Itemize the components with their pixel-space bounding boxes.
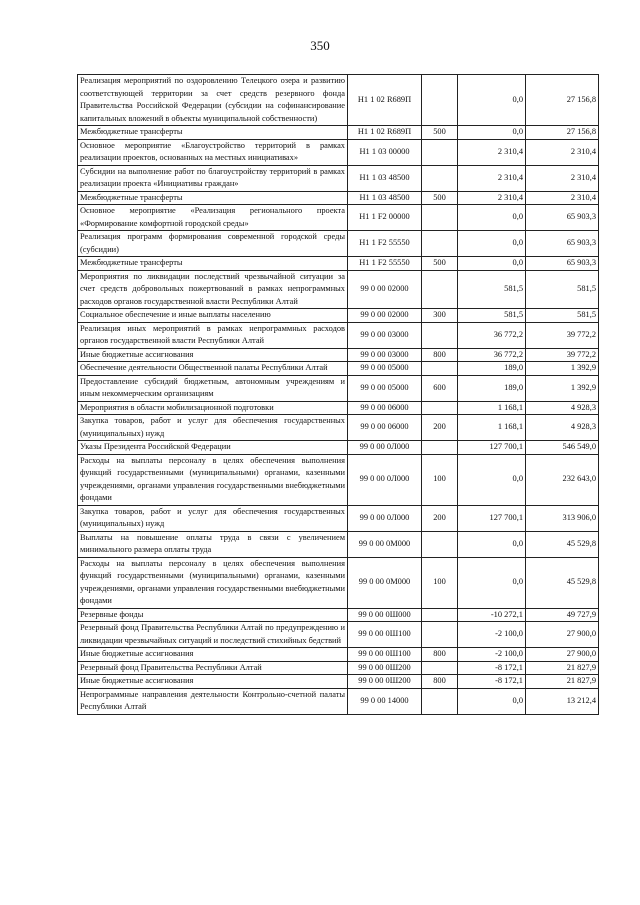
row-code-cell: Н1 1 03 00000	[348, 139, 422, 165]
row-name-cell: Указы Президента Российской Федерации	[78, 441, 348, 455]
row-amount-2-cell: 21 827,9	[526, 661, 599, 675]
row-name-cell: Мероприятия по ликвидации последствий чрезвычайной ситуации за счет средств добровольных пожертвований в рамках непрограммных расходов органов государственной власти Республики Алтай	[78, 270, 348, 309]
row-name-cell: Основное мероприятие «Реализация регионального проекта «Формирование комфортной городской среды»	[78, 205, 348, 231]
row-amount-1-cell: 0,0	[458, 531, 526, 557]
row-code-cell: Н1 1 03 48500	[348, 191, 422, 205]
row-name-cell: Закупка товаров, работ и услуг для обеспечения государственных (муниципальных) нужд	[78, 415, 348, 441]
table-row	[78, 139, 599, 165]
table-row	[78, 362, 599, 376]
table-row	[78, 688, 599, 714]
row-expense-type-cell: 800	[422, 648, 458, 662]
row-name-cell: Реализация иных мероприятий в рамках непрограммных расходов органов государственной власти Республики Алтай	[78, 322, 348, 348]
row-amount-2-cell: 232 643,0	[526, 454, 599, 505]
row-amount-2-cell: 21 827,9	[526, 675, 599, 689]
row-amount-1-cell: 581,5	[458, 270, 526, 309]
row-expense-type-cell: 500	[422, 126, 458, 140]
table-row	[78, 608, 599, 622]
row-expense-type-cell: 800	[422, 348, 458, 362]
row-code-cell: Н1 1 03 48500	[348, 165, 422, 191]
row-expense-type-cell: 600	[422, 375, 458, 401]
row-name-cell: Резервные фонды	[78, 608, 348, 622]
row-code-cell: 99 0 00 03000	[348, 322, 422, 348]
row-code-cell: Н1 1 02 R689П	[348, 126, 422, 140]
row-amount-2-cell: 65 903,3	[526, 231, 599, 257]
row-amount-2-cell: 27 156,8	[526, 126, 599, 140]
table-row	[78, 415, 599, 441]
row-amount-1-cell: 0,0	[458, 688, 526, 714]
row-amount-2-cell: 13 212,4	[526, 688, 599, 714]
row-code-cell: 99 0 00 0Л000	[348, 454, 422, 505]
row-amount-2-cell: 27 156,8	[526, 75, 599, 126]
row-amount-1-cell: 0,0	[458, 205, 526, 231]
table-row	[78, 531, 599, 557]
row-amount-2-cell: 581,5	[526, 309, 599, 323]
row-amount-2-cell: 2 310,4	[526, 165, 599, 191]
table-row	[78, 622, 599, 648]
row-amount-2-cell: 546 549,0	[526, 441, 599, 455]
row-code-cell: Н1 1 F2 55550	[348, 257, 422, 271]
row-amount-1-cell: 0,0	[458, 557, 526, 608]
row-name-cell: Межбюджетные трансферты	[78, 191, 348, 205]
row-amount-1-cell: -10 272,1	[458, 608, 526, 622]
row-name-cell: Предоставление субсидий бюджетным, автономным учреждениям и иным некоммерческим организациям	[78, 375, 348, 401]
row-name-cell: Межбюджетные трансферты	[78, 126, 348, 140]
row-code-cell: 99 0 00 14000	[348, 688, 422, 714]
row-expense-type-cell	[422, 531, 458, 557]
row-code-cell: Н1 1 02 R689П	[348, 75, 422, 126]
row-expense-type-cell: 500	[422, 191, 458, 205]
row-name-cell: Реализация программ формирования современной городской среды (субсидии)	[78, 231, 348, 257]
row-code-cell: 99 0 00 0М000	[348, 557, 422, 608]
row-amount-1-cell: 36 772,2	[458, 322, 526, 348]
row-code-cell: 99 0 00 0Ш000	[348, 608, 422, 622]
row-code-cell: 99 0 00 0Ш100	[348, 622, 422, 648]
row-name-cell: Резервный фонд Правительства Республики Алтай по предупреждению и ликвидации чрезвычайных ситуаций и последствий стихийных бедствий	[78, 622, 348, 648]
row-code-cell: Н1 1 F2 00000	[348, 205, 422, 231]
budget-table	[77, 74, 599, 715]
table-row	[78, 257, 599, 271]
row-expense-type-cell	[422, 688, 458, 714]
table-row	[78, 231, 599, 257]
row-amount-2-cell: 2 310,4	[526, 191, 599, 205]
budget-table-body	[78, 75, 599, 715]
row-expense-type-cell	[422, 75, 458, 126]
row-amount-2-cell: 65 903,3	[526, 205, 599, 231]
row-amount-2-cell: 45 529,8	[526, 557, 599, 608]
row-expense-type-cell	[422, 165, 458, 191]
row-expense-type-cell	[422, 441, 458, 455]
row-code-cell: Н1 1 F2 55550	[348, 231, 422, 257]
row-amount-2-cell: 1 392,9	[526, 375, 599, 401]
table-row	[78, 505, 599, 531]
table-row	[78, 375, 599, 401]
table-row	[78, 270, 599, 309]
table-row	[78, 75, 599, 126]
row-code-cell: 99 0 00 0Ш200	[348, 675, 422, 689]
row-amount-1-cell: -2 100,0	[458, 648, 526, 662]
row-expense-type-cell	[422, 139, 458, 165]
row-amount-1-cell: -2 100,0	[458, 622, 526, 648]
table-row	[78, 441, 599, 455]
row-amount-1-cell: 189,0	[458, 375, 526, 401]
row-name-cell: Основное мероприятие «Благоустройство территорий в рамках реализации проектов, основанных на местных инициативах»	[78, 139, 348, 165]
row-amount-1-cell: 2 310,4	[458, 191, 526, 205]
row-expense-type-cell	[422, 661, 458, 675]
row-amount-1-cell: 189,0	[458, 362, 526, 376]
row-amount-1-cell: -8 172,1	[458, 661, 526, 675]
row-code-cell: 99 0 00 03000	[348, 348, 422, 362]
row-code-cell: 99 0 00 06000	[348, 415, 422, 441]
row-amount-2-cell: 39 772,2	[526, 348, 599, 362]
row-code-cell: 99 0 00 02000	[348, 270, 422, 309]
row-code-cell: 99 0 00 05000	[348, 362, 422, 376]
row-amount-2-cell: 4 928,3	[526, 401, 599, 415]
row-code-cell: 99 0 00 0Ш100	[348, 648, 422, 662]
row-expense-type-cell: 800	[422, 675, 458, 689]
row-expense-type-cell	[422, 231, 458, 257]
row-amount-1-cell: 127 700,1	[458, 441, 526, 455]
row-name-cell: Мероприятия в области мобилизационной подготовки	[78, 401, 348, 415]
row-expense-type-cell: 300	[422, 309, 458, 323]
row-name-cell: Обеспечение деятельности Общественной палаты Республики Алтай	[78, 362, 348, 376]
row-name-cell: Иные бюджетные ассигнования	[78, 648, 348, 662]
row-amount-2-cell: 581,5	[526, 270, 599, 309]
row-code-cell: 99 0 00 02000	[348, 309, 422, 323]
row-amount-2-cell: 2 310,4	[526, 139, 599, 165]
row-amount-2-cell: 65 903,3	[526, 257, 599, 271]
row-amount-2-cell: 1 392,9	[526, 362, 599, 376]
table-row	[78, 401, 599, 415]
row-name-cell: Субсидии на выполнение работ по благоустройству территорий в рамках реализации проекта «Инициативы граждан»	[78, 165, 348, 191]
row-amount-1-cell: 0,0	[458, 231, 526, 257]
row-name-cell: Иные бюджетные ассигнования	[78, 348, 348, 362]
row-name-cell: Расходы на выплаты персоналу в целях обеспечения выполнения функций государственными (муниципальными) органами, казенными учреждениями, органами управления государственными внебюджетными фондами	[78, 557, 348, 608]
row-name-cell: Выплаты на повышение оплаты труда в связи с увеличением минимального размера оплаты труда	[78, 531, 348, 557]
row-code-cell: 99 0 00 0Л000	[348, 441, 422, 455]
table-row	[78, 191, 599, 205]
table-row	[78, 557, 599, 608]
row-amount-1-cell: 581,5	[458, 309, 526, 323]
row-expense-type-cell	[422, 622, 458, 648]
table-row	[78, 205, 599, 231]
table-row	[78, 348, 599, 362]
row-amount-1-cell: 2 310,4	[458, 165, 526, 191]
row-name-cell: Закупка товаров, работ и услуг для обеспечения государственных (муниципальных) нужд	[78, 505, 348, 531]
row-expense-type-cell: 200	[422, 415, 458, 441]
row-amount-2-cell: 27 900,0	[526, 648, 599, 662]
row-name-cell: Расходы на выплаты персоналу в целях обеспечения выполнения функций государственными (муниципальными) органами, казенными учреждениями, органами управления государственными внебюджетными фондами	[78, 454, 348, 505]
row-amount-1-cell: 0,0	[458, 126, 526, 140]
row-name-cell: Иные бюджетные ассигнования	[78, 675, 348, 689]
row-expense-type-cell: 500	[422, 257, 458, 271]
row-expense-type-cell: 100	[422, 454, 458, 505]
row-amount-2-cell: 49 727,9	[526, 608, 599, 622]
row-amount-1-cell: 0,0	[458, 75, 526, 126]
row-amount-2-cell: 27 900,0	[526, 622, 599, 648]
row-name-cell: Непрограммные направления деятельности Контрольно-счетной палаты Республики Алтай	[78, 688, 348, 714]
row-amount-2-cell: 45 529,8	[526, 531, 599, 557]
row-name-cell: Резервный фонд Правительства Республики Алтай	[78, 661, 348, 675]
row-amount-1-cell: -8 172,1	[458, 675, 526, 689]
row-name-cell: Социальное обеспечение и иные выплаты населению	[78, 309, 348, 323]
page-number: 350	[310, 38, 330, 53]
row-expense-type-cell	[422, 322, 458, 348]
row-name-cell: Реализация мероприятий по оздоровлению Телецкого озера и развитию соответствующей территории за счет средств резервного фонда Правительства Российской Федерации (субсидии на софинансирование капитальных вложений в объекты муниципальной собственности)	[78, 75, 348, 126]
table-row	[78, 126, 599, 140]
table-row	[78, 454, 599, 505]
row-code-cell: 99 0 00 0М000	[348, 531, 422, 557]
table-row	[78, 165, 599, 191]
table-row	[78, 648, 599, 662]
table-row	[78, 661, 599, 675]
row-amount-1-cell: 36 772,2	[458, 348, 526, 362]
row-expense-type-cell: 100	[422, 557, 458, 608]
row-name-cell: Межбюджетные трансферты	[78, 257, 348, 271]
row-amount-1-cell: 0,0	[458, 454, 526, 505]
row-code-cell: 99 0 00 0Л000	[348, 505, 422, 531]
row-amount-1-cell: 2 310,4	[458, 139, 526, 165]
row-expense-type-cell	[422, 205, 458, 231]
row-expense-type-cell	[422, 362, 458, 376]
row-expense-type-cell	[422, 270, 458, 309]
table-row	[78, 675, 599, 689]
row-amount-1-cell: 0,0	[458, 257, 526, 271]
row-amount-2-cell: 39 772,2	[526, 322, 599, 348]
row-code-cell: 99 0 00 06000	[348, 401, 422, 415]
row-expense-type-cell	[422, 401, 458, 415]
row-amount-1-cell: 127 700,1	[458, 505, 526, 531]
row-amount-1-cell: 1 168,1	[458, 401, 526, 415]
table-row	[78, 309, 599, 323]
row-code-cell: 99 0 00 0Ш200	[348, 661, 422, 675]
row-code-cell: 99 0 00 05000	[348, 375, 422, 401]
row-expense-type-cell	[422, 608, 458, 622]
row-expense-type-cell: 200	[422, 505, 458, 531]
row-amount-2-cell: 313 906,0	[526, 505, 599, 531]
row-amount-1-cell: 1 168,1	[458, 415, 526, 441]
row-amount-2-cell: 4 928,3	[526, 415, 599, 441]
table-row	[78, 322, 599, 348]
